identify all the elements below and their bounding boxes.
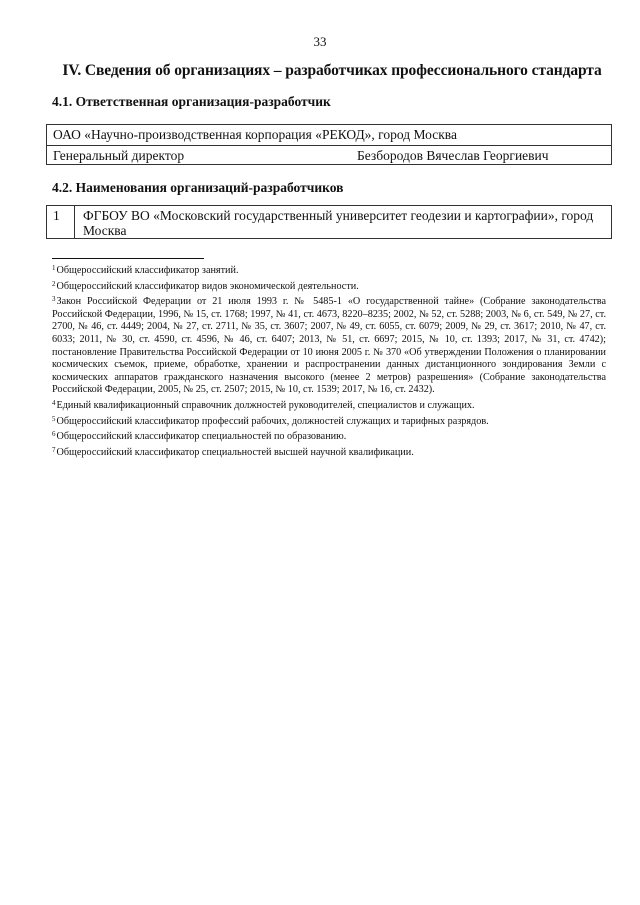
responsible-org-name: ОАО «Научно-производственная корпорация «РЕКОД», город Москва bbox=[47, 125, 611, 146]
page-number: 33 bbox=[313, 34, 327, 49]
footnote-mark: 5 bbox=[52, 414, 56, 423]
footnote-text: Единый квалификационный справочник должностей руководителей, специалистов и служащих. bbox=[56, 399, 475, 411]
footnote-mark: 7 bbox=[52, 445, 56, 454]
footnote bbox=[52, 397, 606, 413]
footnote-text: Общероссийский классификатор специальностей высшей научной квалификации. bbox=[56, 446, 414, 458]
developer-orgs-table bbox=[46, 205, 612, 239]
responsible-org-table bbox=[46, 124, 612, 165]
developer-orgs-heading: 4.2. Наименования организаций-разработчиков bbox=[52, 180, 344, 195]
signatory-name: Безбородов Вячеслав Георгиевич bbox=[357, 148, 549, 163]
responsible-signatory-row bbox=[47, 146, 611, 164]
responsible-org-heading: 4.1. Ответственная организация-разработчик bbox=[52, 94, 331, 109]
footnote-mark: 6 bbox=[52, 430, 56, 439]
footnote bbox=[52, 278, 606, 294]
footnote-text: Общероссийский классификатор специальностей по образованию. bbox=[56, 431, 347, 443]
footnote-text: Общероссийский классификатор профессий рабочих, должностей служащих и тарифных разрядов. bbox=[56, 415, 489, 427]
footnote-separator bbox=[52, 258, 204, 259]
footnote-mark: 1 bbox=[52, 264, 56, 272]
footnote bbox=[52, 413, 606, 429]
footnote-text: Общероссийский классификатор видов экономической деятельности. bbox=[56, 280, 359, 292]
footnote bbox=[52, 293, 606, 397]
signatory-position: Генеральный директор bbox=[53, 148, 185, 163]
footnotes bbox=[52, 262, 606, 459]
footnote bbox=[52, 262, 606, 278]
footnote-text: Общероссийский классификатор занятий. bbox=[56, 265, 239, 276]
section-title: IV. Сведения об организациях – разработчиках профессионального стандарта bbox=[62, 62, 602, 79]
footnote bbox=[52, 428, 606, 444]
footnote-text: Закон Российской Федерации от 21 июля 1993 г. № 5485-1 «О государственной тайне» (Собрание законодательства Российской Федерации, 1996, № 15, ст. 1768; 1997, № 41, ст. 4673, 8220–8235; 2002, № 52, ст. 5288; 2003, № 6, ст. 549, № 27, ст. 2700, № 46, ст. 4449; 2004, № 27, ст. 2711, № 35, ст. 3607; 2007, № 49, ст. 6055, ст. 6079; 2009, № 29, ст. 3617; 2010, № 47, ст. 6033; 2011, № 30, ст. 4590, ст. 4596, № 46, ст. 6407; 2013, № 51, ст. 6697; 2015, № 10, ст. 1393; 2017, № 31, ст. 4742); постановление Правительства Российской Федерации от 10 июня 2005 г. № 370 «Об утверждении Положения о планировании космических съемок, приеме, обработке, хранении и распространении данных дистанционного зондирования Земли с космических аппаратов гражданского назначения высокого (менее 2 метров) разрешения» (Собрание законодательства Российской Федерации, 2005, № 25, ст. 2507; 2015, № 10, ст. 1539; 2017, № 16, ст. 2432). bbox=[52, 296, 606, 396]
footnote-mark: 4 bbox=[52, 398, 56, 407]
developer-row-name: ФГБОУ ВО «Московский государственный университет геодезии и картографии», город Москва bbox=[83, 208, 594, 238]
footnote bbox=[52, 444, 606, 460]
developer-row-number: 1 bbox=[47, 206, 75, 238]
footnote-mark: 3 bbox=[52, 295, 56, 304]
footnote-mark: 2 bbox=[52, 279, 56, 288]
